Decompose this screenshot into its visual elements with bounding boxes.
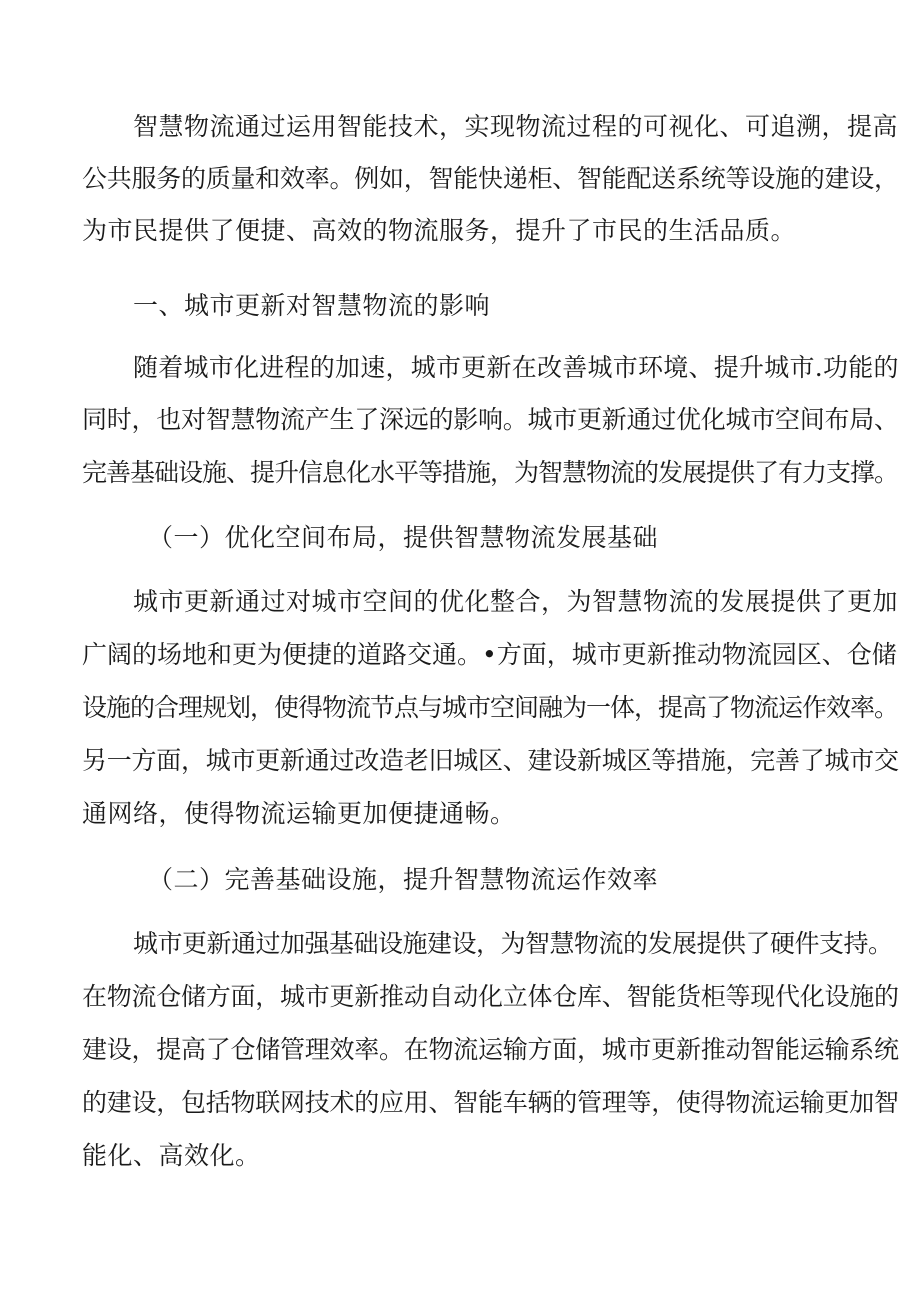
section-heading-1: 一、城市更新对智慧物流的影响 [133, 291, 491, 320]
paragraph-3-line-1: 城市更新通过对城市空间的优化整合，为智慧物流的发展提供了更加 [133, 587, 899, 616]
paragraph-1-line-1: 智慧物流通过运用智能技术，实现物流过程的可视化、可追溯，提高 [133, 112, 899, 141]
paragraph-1-line-2: 公共服务的质量和效率。例如，智能快递柜、智能配送系统等设施的建设， [82, 164, 899, 193]
paragraph-2-line-3: 完善基础设施、提升信息化水平等措施，为智慧物流的发展提供了有力支撑。 [82, 458, 899, 487]
paragraph-4-line-4: 的建设，包括物联网技术的应用、智能车辆的管理等，使得物流运输更加智 [82, 1088, 899, 1117]
paragraph-1-line-3: 为市民提供了便捷、高效的物流服务，提升了市民的生活品质。 [82, 216, 797, 245]
paragraph-2-line-1: 随着城市化进程的加速，城市更新在改善城市环境、提升城市.功能的 [133, 353, 899, 382]
paragraph-4-line-2: 在物流仓储方面，城市更新推动自动化立体仓库、智能货柜等现代化设施的 [82, 982, 899, 1011]
paragraph-3-line-5: 通网络，使得物流运输更加便捷通畅。 [82, 799, 516, 828]
paragraph-3-line-4: 另一方面，城市更新通过改造老旧城区、建设新城区等措施，完善了城市交 [82, 746, 899, 775]
subsection-heading-1: （一）优化空间布局，提供智慧物流发展基础 [148, 523, 659, 552]
paragraph-4-line-5: 能化、高效化。 [82, 1141, 261, 1170]
paragraph-4-line-3: 建设，提高了仓储管理效率。在物流运输方面，城市更新推动智能运输系统 [82, 1035, 899, 1064]
paragraph-3-line-2: 广阔的场地和更为便捷的道路交通。•方面，城市更新推动物流园区、仓储 [82, 640, 897, 669]
subsection-heading-2: （二）完善基础设施，提升智慧物流运作效率 [148, 865, 659, 894]
paragraph-3-line-3: 设施的合理规划，使得物流节点与城市空间融为一体，提高了物流运作效率。 [82, 693, 899, 722]
paragraph-4-line-1: 城市更新通过加强基础设施建设，为智慧物流的发展提供了硬件支持。 [133, 929, 893, 958]
paragraph-2-line-2: 同时，也对智慧物流产生了深远的影响。城市更新通过优化城市空间布局、 [82, 405, 899, 434]
